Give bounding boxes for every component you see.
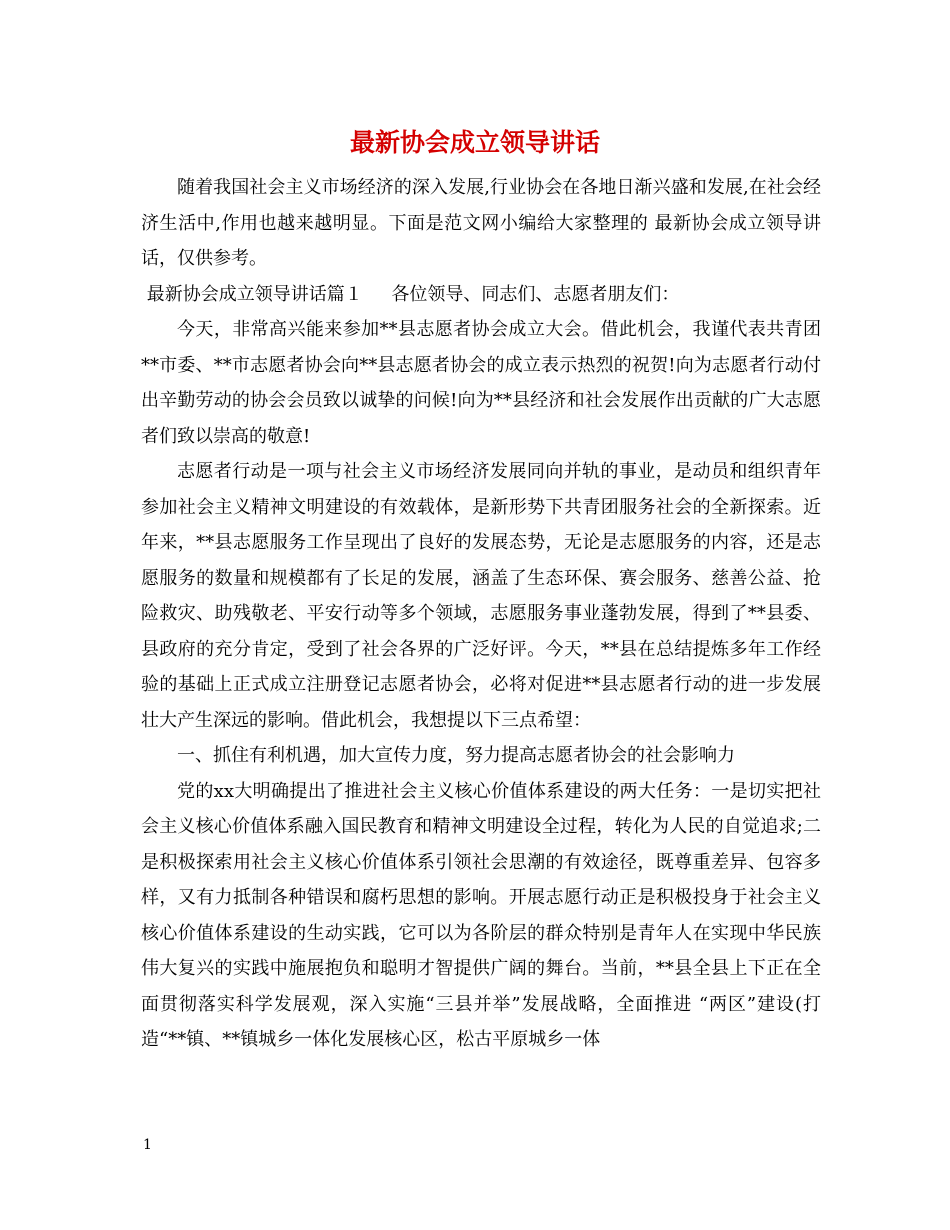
section-heading-line: 最新协会成立领导讲话篇１ 各位领导、同志们、志愿者朋友们： [141, 283, 680, 305]
subheading-one: 一、抓住有利机遇，加大宣传力度，努力提高志愿者协会的社会影响力 [177, 745, 735, 766]
paragraph-core-values: 党的xx大明确提出了推进社会主义核心价值体系建设的两大任务：一是切实把社会主义核心价值体系融入国民教育和精神文明建设全过程，转化为人民的自觉追求;二是积极探索用社会主义核心价值体系引领社会思潮的有效途径，既尊重差异、包容多样，又有力抵制各种错误和腐朽思想的影响。开展志愿行动正是积极投身于社会主义核心价值体系建设的生动实践，它可以为各阶层的群众特别是青年人在实现中华民族伟大复兴的实践中施展抱负和聪明才智提供广阔的舞台。当前，**县全县上下正在全面贯彻落实科学发展观，深入实施“三县并举”发展战略，全面推进 “两区”建设(打造“**镇、**镇城乡一体化发展核心区，松古平原城乡一体 [141, 780, 821, 1050]
paragraph-intro: 随着我国社会主义市场经济的深入发展,行业协会在各地日渐兴盛和发展,在社会经济生活中,作用也越来越明显。下面是范文网小编给大家整理的 最新协会成立领导讲话，仅供参考。 [141, 177, 821, 269]
page-number: 1 [143, 1137, 152, 1153]
paragraph-volunteer-action: 志愿者行动是一项与社会主义市场经济发展同向并轨的事业，是动员和组织青年参加社会主义精神文明建设的有效载体，是新形势下共青团服务社会的全新探索。近年来，**县志愿服务工作呈现出了良好的发展态势，无论是志愿服务的内容，还是志愿服务的数量和规模都有了长足的发展，涵盖了生态环保、赛会服务、慈善公益、抢险救灾、助残敬老、平安行动等多个领域，志愿服务事业蓬勃发展，得到了**县委、县政府的充分肯定，受到了社会各界的广泛好评。今天，**县在总结提炼多年工作经验的基础上正式成立注册登记志愿者协会，必将对促进**县志愿者行动的进一步发展壮大产生深远的影响。借此机会，我想提以下三点希望： [141, 461, 821, 731]
document-title: 最新协会成立领导讲话 [349, 128, 600, 157]
paragraph-opening: 今天，非常高兴能来参加**县志愿者协会成立大会。借此机会，我谨代表共青团**市委、**市志愿者协会向**县志愿者协会的成立表示热烈的祝贺!向为志愿者行动付出辛勤劳动的协会会员致以诚挚的问候!向为**县经济和社会发展作出贡献的广大志愿者们致以崇高的敬意! [141, 319, 821, 447]
document-body [141, 170, 821, 1058]
